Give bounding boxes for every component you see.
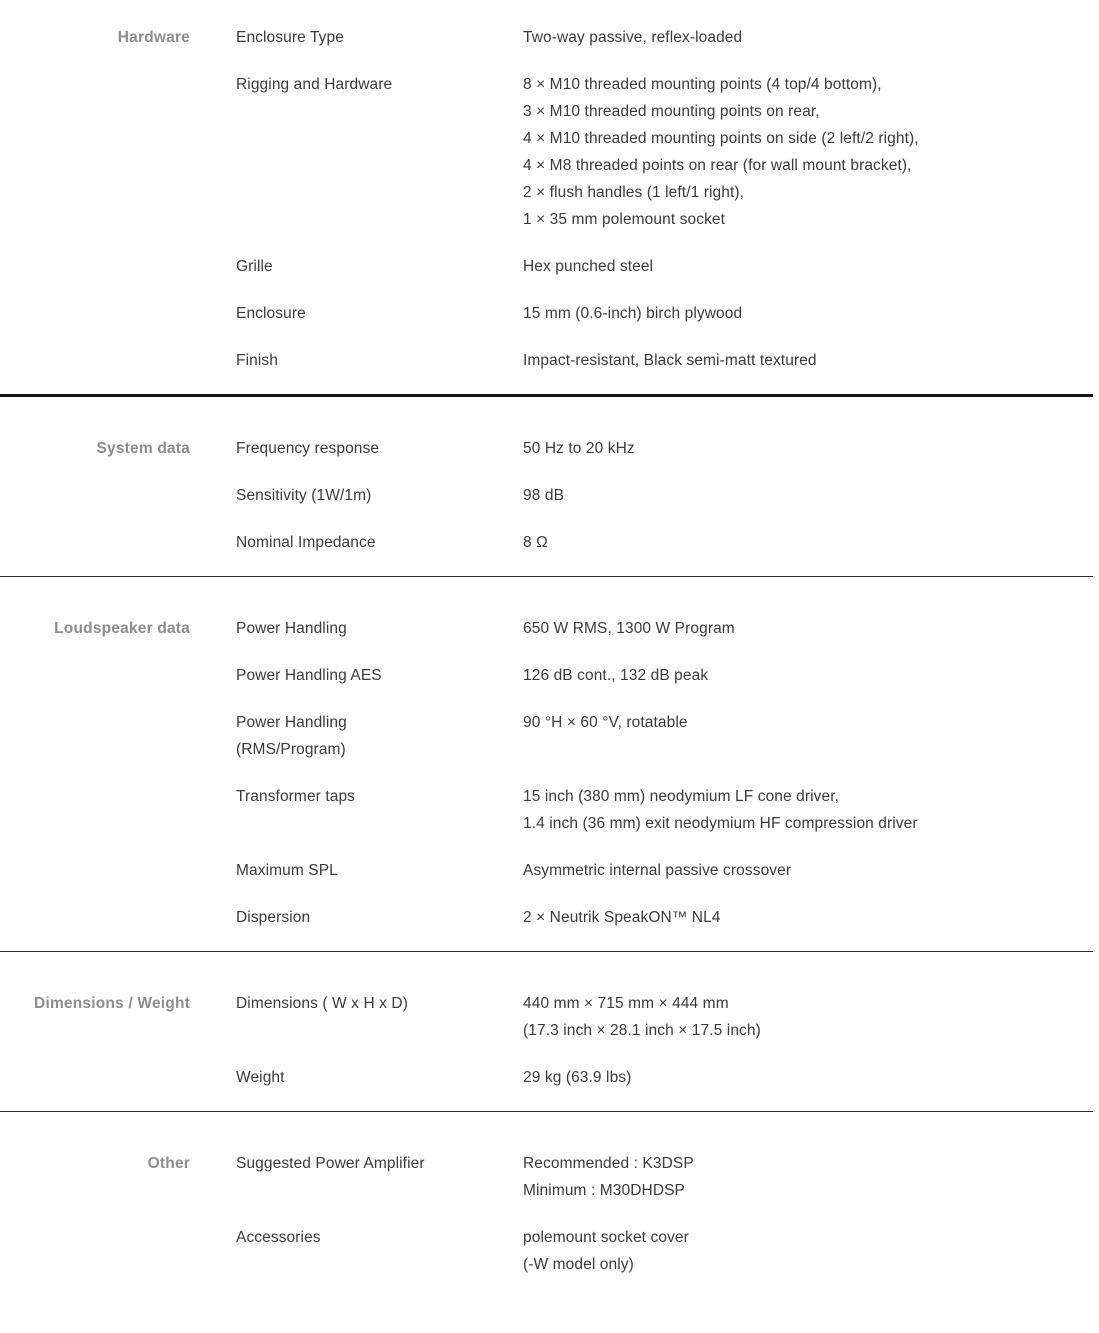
spec-label-line: (RMS/Program) (236, 741, 346, 758)
spec-row (0, 904, 1099, 931)
section-title: Hardware (117, 29, 190, 46)
spec-label-line: Nominal Impedance (236, 534, 376, 551)
spec-value (523, 482, 1099, 509)
section-title (0, 857, 190, 884)
spec-value-line: 1.4 inch (36 mm) exit neodymium HF compression driver (523, 815, 918, 832)
spec-value-line: 4 × M8 threaded points on rear (for wall mount bracket), (523, 157, 912, 174)
spec-row (0, 435, 1099, 462)
spec-label (190, 1224, 523, 1278)
spec-value-line: 126 dB cont., 132 dB peak (523, 667, 709, 684)
spec-label (190, 990, 523, 1044)
spec-value (523, 1224, 1099, 1278)
spec-value-line: 2 × Neutrik SpeakON™ NL4 (523, 909, 721, 926)
spec-value (523, 1150, 1099, 1204)
section-title: Loudspeaker data (54, 620, 190, 637)
spec-value-line: 29 kg (63.9 lbs) (523, 1069, 632, 1086)
spec-label-line: Suggested Power Amplifier (236, 1155, 425, 1172)
spec-value-line: Asymmetric internal passive crossover (523, 862, 792, 879)
spec-label (190, 24, 523, 51)
spec-value (523, 662, 1099, 689)
spec-label (190, 253, 523, 280)
spec-row (0, 990, 1099, 1044)
spec-value (523, 709, 1099, 763)
spec-value-line: Two-way passive, reflex-loaded (523, 29, 743, 46)
section-title: Other (147, 1155, 190, 1172)
spec-value-line: 98 dB (523, 487, 565, 504)
spec-value-line: (17.3 inch × 28.1 inch × 17.5 inch) (523, 1022, 761, 1039)
spec-label-line: Sensitivity (1W/1m) (236, 487, 372, 504)
spec-value-line: 90 °H × 60 °V, rotatable (523, 714, 688, 731)
spec-label (190, 857, 523, 884)
spec-row (0, 709, 1099, 763)
spec-row (0, 1064, 1099, 1091)
spec-value-line: Impact-resistant, Black semi-matt textured (523, 352, 817, 369)
section-title (0, 709, 190, 763)
spec-label (190, 300, 523, 327)
spec-section-system-data (0, 397, 1099, 556)
section-title (0, 253, 190, 280)
spec-label (190, 662, 523, 689)
spec-label (190, 71, 523, 233)
spec-value (523, 990, 1099, 1044)
spec-label-line: Rigging and Hardware (236, 76, 393, 93)
spec-value-line: polemount socket cover (523, 1229, 689, 1246)
section-title (0, 71, 190, 233)
spec-row (0, 482, 1099, 509)
spec-value (523, 857, 1099, 884)
spec-label-line: Maximum SPL (236, 862, 338, 879)
spec-value-line: 8 Ω (523, 534, 548, 551)
spec-row (0, 529, 1099, 556)
spec-row (0, 347, 1099, 374)
spec-label (190, 435, 523, 462)
spec-label-line: Power Handling (236, 714, 347, 731)
spec-label-line: Accessories (236, 1229, 321, 1246)
spec-row (0, 783, 1099, 837)
spec-value (523, 435, 1099, 462)
spec-value-line: 2 × flush handles (1 left/1 right), (523, 184, 745, 201)
spec-label-line: Power Handling (236, 620, 347, 637)
spec-section-hardware (0, 24, 1099, 374)
section-title (0, 1224, 190, 1278)
section-title (0, 662, 190, 689)
spec-label-line: Frequency response (236, 440, 380, 457)
spec-row (0, 662, 1099, 689)
spec-value (523, 300, 1099, 327)
spec-value-line: 3 × M10 threaded mounting points on rear, (523, 103, 820, 120)
spec-section-dimensions-weight (0, 952, 1099, 1091)
spec-row (0, 24, 1099, 51)
spec-label (190, 904, 523, 931)
spec-value-line: 650 W RMS, 1300 W Program (523, 620, 735, 637)
spec-label-line: Transformer taps (236, 788, 356, 805)
spec-value-line: 1 × 35 mm polemount socket (523, 211, 726, 228)
spec-row (0, 857, 1099, 884)
section-title (0, 482, 190, 509)
section-title: System data (96, 440, 190, 457)
spec-label (190, 783, 523, 837)
spec-value (523, 24, 1099, 51)
spec-label (190, 1150, 523, 1204)
spec-label-line: Enclosure (236, 305, 306, 322)
spec-value-line: Hex punched steel (523, 258, 654, 275)
spec-value-line: Minimum : M30DHDSP (523, 1182, 685, 1199)
spec-row (0, 71, 1099, 233)
section-title (0, 904, 190, 931)
spec-label (190, 1064, 523, 1091)
spec-label-line: Enclosure Type (236, 29, 344, 46)
spec-value (523, 615, 1099, 642)
spec-label-line: Power Handling AES (236, 667, 382, 684)
spec-value (523, 1064, 1099, 1091)
spec-value-line: 440 mm × 715 mm × 444 mm (523, 995, 729, 1012)
spec-row (0, 1224, 1099, 1278)
spec-value-line: Recommended : K3DSP (523, 1155, 694, 1172)
spec-value (523, 783, 1099, 837)
spec-value (523, 71, 1099, 233)
spec-label (190, 347, 523, 374)
spec-value (523, 529, 1099, 556)
spec-row (0, 253, 1099, 280)
spec-section-other (0, 1112, 1099, 1278)
section-title (0, 1064, 190, 1091)
spec-label (190, 615, 523, 642)
spec-row (0, 1150, 1099, 1204)
section-title (0, 529, 190, 556)
spec-value-line: 4 × M10 threaded mounting points on side (2 left/2 right), (523, 130, 919, 147)
section-title (0, 347, 190, 374)
spec-label-line: Dimensions ( W x H x D) (236, 995, 408, 1012)
spec-value-line: 15 inch (380 mm) neodymium LF cone driver, (523, 788, 840, 805)
spec-row (0, 300, 1099, 327)
spec-label-line: Grille (236, 258, 273, 275)
spec-section-loudspeaker-data (0, 577, 1099, 931)
section-title (0, 783, 190, 837)
spec-label-line: Dispersion (236, 909, 311, 926)
spec-label-line: Weight (236, 1069, 285, 1086)
spec-label-line: Finish (236, 352, 278, 369)
spec-value (523, 347, 1099, 374)
spec-value (523, 253, 1099, 280)
section-title: Dimensions / Weight (34, 995, 190, 1012)
spec-row (0, 615, 1099, 642)
section-title (0, 300, 190, 327)
spec-value-line: (-W model only) (523, 1256, 634, 1273)
spec-value (523, 904, 1099, 931)
spec-value-line: 50 Hz to 20 kHz (523, 440, 635, 457)
spec-label (190, 709, 523, 763)
spec-value-line: 15 mm (0.6-inch) birch plywood (523, 305, 743, 322)
spec-label (190, 529, 523, 556)
spec-value-line: 8 × M10 threaded mounting points (4 top/4 bottom), (523, 76, 882, 93)
spec-label (190, 482, 523, 509)
